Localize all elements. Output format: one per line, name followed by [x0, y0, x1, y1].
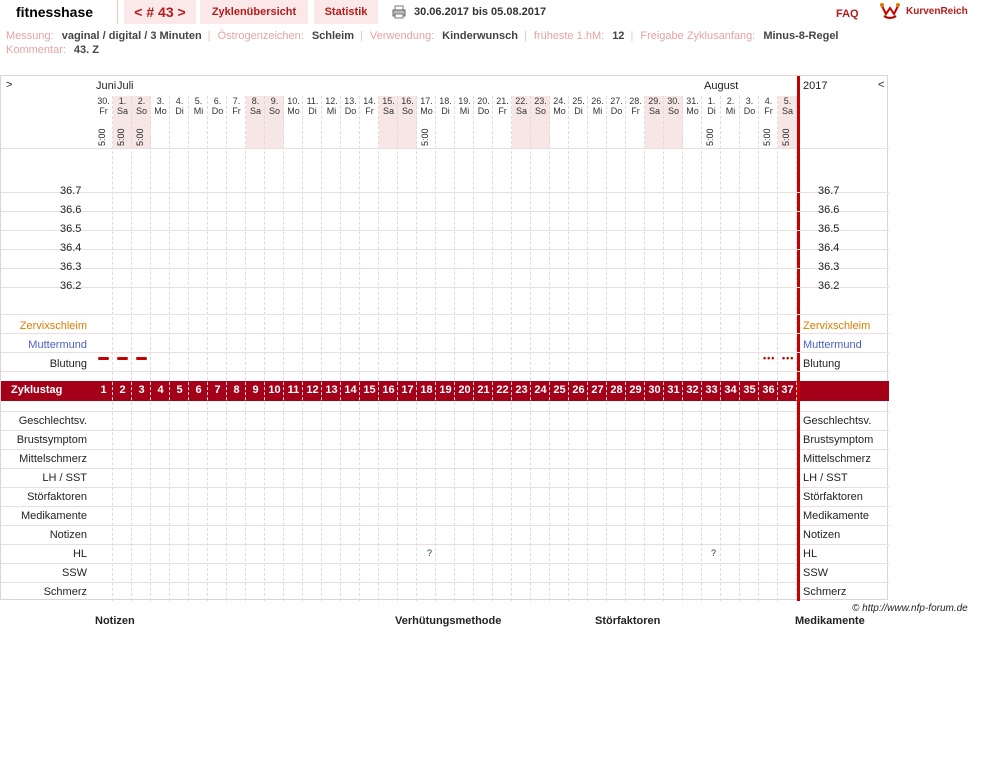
cycle-day-number: 13 — [325, 384, 338, 396]
temp-label: 36.4 — [60, 242, 82, 254]
measure-time: 5:00 — [781, 128, 791, 146]
row-label: Störfaktoren — [27, 491, 87, 503]
meta-key: Verwendung: — [369, 30, 435, 42]
temp-label-right: 36.7 — [818, 185, 840, 197]
cycle-day-number: 27 — [591, 384, 604, 396]
row-label: Brustsymptom — [16, 434, 87, 446]
day-column-header[interactable] — [246, 96, 265, 148]
weekday: Sa — [515, 106, 527, 116]
day-number: 11. — [306, 96, 319, 106]
weekday: Mo — [287, 106, 300, 116]
row-label-right: Brustsymptom — [803, 434, 874, 446]
temp-label-right: 36.2 — [818, 280, 840, 292]
day-column-header[interactable] — [512, 96, 531, 148]
row-divider — [1, 563, 889, 564]
weekday: Fr — [764, 106, 773, 116]
spotting-mark: ••• — [763, 353, 776, 363]
month-label: August — [704, 80, 739, 92]
day-gridline — [549, 96, 550, 601]
row-divider — [1, 371, 889, 372]
hl-marker: ? — [427, 548, 433, 558]
day-column-header[interactable] — [303, 96, 322, 148]
day-gridline — [397, 96, 398, 601]
top-bar — [0, 0, 981, 24]
day-number: 6. — [213, 96, 222, 106]
cycle-day-number: 16 — [382, 384, 395, 396]
temp-gridline — [1, 268, 889, 269]
row-divider — [1, 352, 889, 353]
weekday: Mo — [154, 106, 167, 116]
measure-time: 5:00 — [135, 128, 145, 146]
cycle-day-number: 21 — [477, 384, 490, 396]
nav-prev-button[interactable]: > — [6, 79, 13, 91]
day-gridline — [283, 96, 284, 601]
day-number: 28. — [629, 96, 642, 106]
hl-marker: ? — [711, 548, 717, 558]
tab-cycle-overview[interactable]: Zyklenübersicht — [200, 0, 308, 24]
row-divider — [1, 468, 889, 469]
weekday: So — [268, 106, 280, 116]
day-number: 8. — [251, 96, 260, 106]
cycle-day-number: 32 — [686, 384, 699, 396]
weekday: Di — [441, 106, 450, 116]
day-gridline — [625, 96, 626, 601]
row-label-zervix: Zervixschleim — [19, 320, 87, 332]
row-label: Geschlechtsv. — [18, 415, 87, 427]
day-number: 9. — [270, 96, 279, 106]
day-column-header[interactable] — [227, 96, 246, 148]
cycle-day-number: 9 — [252, 384, 259, 396]
weekday: Do — [610, 106, 623, 116]
row-label-right: Mittelschmerz — [803, 453, 871, 465]
cycle-day-number: 2 — [119, 384, 126, 396]
weekday: Mi — [592, 106, 603, 116]
day-gridline — [739, 96, 740, 601]
measure-time: 5:00 — [116, 128, 126, 146]
cycle-day-number: 3 — [138, 384, 145, 396]
day-column-header[interactable] — [379, 96, 398, 148]
temp-label-right: 36.4 — [818, 242, 840, 254]
day-column-header[interactable] — [588, 96, 607, 148]
day-gridline — [264, 96, 265, 601]
cycle-day-number: 6 — [195, 384, 202, 396]
day-number: 2. — [137, 96, 146, 106]
temp-gridline — [1, 230, 889, 231]
cycle-day-number: 26 — [572, 384, 585, 396]
day-number: 16. — [401, 96, 414, 106]
day-column-header[interactable] — [683, 96, 702, 148]
day-gridline — [188, 96, 189, 601]
cycle-day-number: 23 — [515, 384, 528, 396]
temp-label: 36.3 — [60, 261, 82, 273]
day-column-header[interactable] — [550, 96, 569, 148]
day-gridline — [150, 96, 151, 601]
meta-line-1: Messung: vaginal / digital / 3 Minuten | Östrogenzeichen: Schleim | Verwendung: Kinderwunsch | früheste 1.hM: 12 | Freigabe Zyklusanfang: Minus-8-Regel — [6, 30, 839, 42]
day-column-header[interactable] — [626, 96, 645, 148]
row-label: Notizen — [49, 529, 87, 541]
weekday: Sa — [116, 106, 128, 116]
day-number: 5. — [783, 96, 792, 106]
cycle-day-number: 34 — [724, 384, 737, 396]
row-label: SSW — [61, 567, 87, 579]
day-column-header[interactable] — [341, 96, 360, 148]
day-number: 7. — [232, 96, 241, 106]
weekday: Sa — [648, 106, 660, 116]
cycle-day-number: 19 — [439, 384, 452, 396]
weekday: Mi — [459, 106, 470, 116]
day-gridline — [416, 96, 417, 601]
weekday: Do — [344, 106, 357, 116]
row-label-zervix-right: Zervixschleim — [803, 320, 871, 332]
day-gridline — [112, 96, 113, 601]
day-column-header[interactable] — [664, 96, 683, 148]
row-divider — [1, 525, 889, 526]
day-number: 4. — [764, 96, 773, 106]
day-column-header[interactable] — [531, 96, 550, 148]
day-gridline — [169, 96, 170, 601]
day-number: 12. — [325, 96, 338, 106]
cycle-day-number: 22 — [496, 384, 509, 396]
weekday: Mi — [725, 106, 736, 116]
weekday: Sa — [249, 106, 261, 116]
measure-time: 5:00 — [762, 128, 772, 146]
footer-notizen: Notizen — [95, 615, 135, 627]
day-gridline — [473, 96, 474, 601]
month-label: Juni — [96, 80, 117, 92]
row-label-blutung: Blutung — [49, 358, 87, 370]
cycle-day-number: 30 — [648, 384, 661, 396]
day-gridline — [663, 96, 664, 601]
weekday: Mo — [420, 106, 433, 116]
weekday: Fr — [498, 106, 507, 116]
temp-gridline — [1, 287, 889, 288]
day-column-header[interactable] — [645, 96, 664, 148]
weekday: Do — [743, 106, 756, 116]
month-label: Juli — [117, 80, 134, 92]
cycle-day-number: 18 — [420, 384, 433, 396]
day-gridline — [530, 96, 531, 601]
spotting-mark: ••• — [782, 353, 795, 363]
day-gridline — [587, 96, 588, 601]
day-column-header[interactable] — [569, 96, 588, 148]
row-label-blutung-right: Blutung — [803, 358, 841, 370]
row-label: LH / SST — [42, 472, 87, 484]
bleeding-mark — [98, 357, 109, 360]
day-number: 19. — [458, 96, 471, 106]
row-divider — [1, 411, 889, 412]
day-column-header[interactable] — [493, 96, 512, 148]
day-number: 23. — [534, 96, 547, 106]
cycle-day-number: 4 — [157, 384, 164, 396]
cycle-day-number: 14 — [344, 384, 357, 396]
logo[interactable] — [880, 2, 968, 20]
meta-key: Messung: — [6, 30, 54, 42]
row-divider — [1, 506, 889, 507]
logo-text: KurvenReich — [906, 5, 968, 17]
meta-value: Kinderwunsch — [442, 30, 518, 42]
weekday: Di — [175, 106, 184, 116]
day-gridline — [644, 96, 645, 601]
cycle-day-number: 7 — [214, 384, 221, 396]
meta-value: 43. Z — [73, 44, 99, 56]
footer-medikamente: Medikamente — [795, 615, 865, 627]
day-gridline — [682, 96, 683, 601]
temp-label: 36.6 — [60, 204, 82, 216]
day-column-header[interactable] — [208, 96, 227, 148]
cycle-day-label: Zyklustag — [11, 384, 63, 396]
row-label-right: Geschlechtsv. — [803, 415, 872, 427]
day-gridline — [321, 96, 322, 601]
row-label-muttermund: Muttermund — [28, 339, 87, 351]
weekday: Do — [477, 106, 490, 116]
day-column-header[interactable] — [322, 96, 341, 148]
bleeding-mark — [136, 357, 147, 360]
row-label-right: Schmerz — [803, 586, 847, 598]
day-number: 29. — [648, 96, 661, 106]
weekday: So — [135, 106, 147, 116]
cycle-navigator[interactable]: < # 43 > — [124, 0, 196, 24]
day-gridline — [378, 96, 379, 601]
row-divider — [1, 333, 889, 334]
weekday: Di — [707, 106, 716, 116]
day-gridline — [207, 96, 208, 601]
cycle-day-number: 17 — [401, 384, 414, 396]
day-number: 18. — [439, 96, 452, 106]
row-label-right: HL — [803, 548, 818, 560]
cycle-day-number: 12 — [306, 384, 319, 396]
row-label: Schmerz — [43, 586, 87, 598]
crown-logo-icon — [880, 2, 900, 20]
row-label-right: Medikamente — [803, 510, 870, 522]
cycle-day-number: 33 — [705, 384, 718, 396]
row-label-right: SSW — [803, 567, 829, 579]
weekday: So — [667, 106, 679, 116]
cycle-chart — [0, 75, 888, 600]
cycle-day-number: 10 — [268, 384, 281, 396]
cycle-day-number: 5 — [176, 384, 183, 396]
day-number: 26. — [591, 96, 604, 106]
day-number: 4. — [175, 96, 184, 106]
day-gridline — [435, 96, 436, 601]
day-column-header[interactable] — [398, 96, 417, 148]
row-label-right: Notizen — [803, 529, 841, 541]
day-gridline — [568, 96, 569, 601]
cycle-day-row — [1, 381, 889, 401]
row-label: HL — [72, 548, 87, 560]
day-number: 1. — [707, 96, 716, 106]
day-number: 3. — [156, 96, 165, 106]
faq-link[interactable]: FAQ — [836, 8, 859, 20]
day-column-header[interactable] — [189, 96, 208, 148]
temp-gridline — [1, 211, 889, 212]
day-number: 30. — [97, 96, 110, 106]
day-number: 3. — [745, 96, 754, 106]
day-gridline — [131, 96, 132, 601]
day-gridline — [492, 96, 493, 601]
day-column-header[interactable] — [170, 96, 189, 148]
day-number: 24. — [553, 96, 566, 106]
weekday: Do — [211, 106, 224, 116]
meta-key: früheste 1.hM: — [533, 30, 605, 42]
row-label: Mittelschmerz — [19, 453, 87, 465]
day-number: 17. — [420, 96, 433, 106]
weekday: Fr — [631, 106, 640, 116]
cycle-day-number: 29 — [629, 384, 642, 396]
row-divider — [1, 544, 889, 545]
day-gridline — [777, 96, 778, 601]
cycle-day-number: 28 — [610, 384, 623, 396]
row-divider — [1, 314, 889, 315]
temp-label-right: 36.3 — [818, 261, 840, 273]
copyright: © http://www.nfp-forum.de — [852, 603, 968, 614]
cycle-day-number: 1 — [100, 384, 107, 396]
day-number: 5. — [194, 96, 203, 106]
weekday: Di — [574, 106, 583, 116]
cycle-day-number: 11 — [287, 384, 300, 396]
day-number: 21. — [496, 96, 509, 106]
cycle-day-number: 31 — [667, 384, 680, 396]
weekday: Mi — [193, 106, 204, 116]
meta-value: 12 — [612, 30, 625, 42]
day-number: 20. — [477, 96, 490, 106]
printer-icon[interactable] — [392, 5, 406, 19]
year-label: 2017 — [803, 80, 828, 92]
meta-line-2 — [6, 44, 105, 56]
cycle-day-number: 37 — [781, 384, 794, 396]
day-gridline — [796, 96, 797, 601]
day-number: 1. — [118, 96, 127, 106]
day-gridline — [340, 96, 341, 601]
day-gridline — [758, 96, 759, 601]
day-number: 10. — [287, 96, 300, 106]
temp-gridline — [1, 249, 889, 250]
day-number: 15. — [382, 96, 395, 106]
cycle-day-number: 36 — [762, 384, 775, 396]
bleeding-mark — [117, 357, 128, 360]
meta-key: Freigabe Zyklusanfang: — [640, 30, 756, 42]
day-number: 2. — [726, 96, 735, 106]
meta-value: Schleim — [311, 30, 354, 42]
day-column-header[interactable] — [607, 96, 626, 148]
day-column-header[interactable] — [474, 96, 493, 148]
day-number: 30. — [667, 96, 680, 106]
day-number: 27. — [610, 96, 623, 106]
weekday: Fr — [232, 106, 241, 116]
day-gridline — [701, 96, 702, 601]
day-column-header[interactable] — [284, 96, 303, 148]
footer-verhuetung: Verhütungsmethode — [395, 615, 502, 627]
footer-stoerfaktoren: Störfaktoren — [595, 615, 661, 627]
meta-value: vaginal / digital / 3 Minuten — [61, 30, 202, 42]
day-number: 13. — [344, 96, 357, 106]
day-number: 14. — [363, 96, 376, 106]
tab-statistics[interactable]: Statistik — [314, 0, 378, 24]
temp-gridline — [1, 192, 889, 193]
weekday: Mi — [326, 106, 337, 116]
weekday: Di — [308, 106, 317, 116]
day-column-header[interactable] — [721, 96, 740, 148]
measure-time: 5:00 — [97, 128, 107, 146]
meta-key: Kommentar: — [6, 44, 66, 56]
weekday: Sa — [382, 106, 394, 116]
row-label-right: LH / SST — [803, 472, 848, 484]
day-number: 31. — [686, 96, 699, 106]
cycle-day-number: 24 — [534, 384, 547, 396]
day-gridline — [359, 96, 360, 601]
weekday: Mo — [553, 106, 566, 116]
row-label-muttermund-right: Muttermund — [803, 339, 862, 351]
weekday: Fr — [365, 106, 374, 116]
measure-time: 5:00 — [420, 128, 430, 146]
temp-label: 36.5 — [60, 223, 82, 235]
cycle-day-number: 35 — [743, 384, 756, 396]
day-gridline — [302, 96, 303, 601]
day-column-header[interactable] — [360, 96, 379, 148]
day-gridline — [245, 96, 246, 601]
day-column-header[interactable] — [265, 96, 284, 148]
day-gridline — [226, 96, 227, 601]
temp-label: 36.7 — [60, 185, 82, 197]
day-column-header[interactable] — [740, 96, 759, 148]
day-column-header[interactable] — [151, 96, 170, 148]
measure-time: 5:00 — [705, 128, 715, 146]
username: fitnesshase — [0, 0, 118, 24]
temp-label-right: 36.6 — [818, 204, 840, 216]
cycle-day-number: 15 — [363, 384, 376, 396]
row-label-right: Störfaktoren — [803, 491, 863, 503]
day-gridline — [606, 96, 607, 601]
row-divider — [1, 430, 889, 431]
weekday: So — [534, 106, 546, 116]
day-column-header[interactable] — [436, 96, 455, 148]
today-line — [797, 76, 800, 601]
weekday: Sa — [781, 106, 793, 116]
day-gridline — [720, 96, 721, 601]
temp-label-right: 36.5 — [818, 223, 840, 235]
day-number: 25. — [572, 96, 585, 106]
cycle-day-number: 20 — [458, 384, 471, 396]
row-divider — [1, 487, 889, 488]
row-divider — [1, 582, 889, 583]
day-gridline — [454, 96, 455, 601]
weekday: Mo — [686, 106, 699, 116]
weekday: Fr — [99, 106, 108, 116]
day-number: 22. — [515, 96, 528, 106]
day-column-header[interactable] — [455, 96, 474, 148]
row-label: Medikamente — [20, 510, 87, 522]
meta-value: Minus-8-Regel — [763, 30, 839, 42]
temp-label: 36.2 — [60, 280, 82, 292]
nav-next-button[interactable]: < — [878, 79, 885, 91]
day-gridline — [511, 96, 512, 601]
row-divider — [1, 449, 889, 450]
cycle-day-number: 8 — [233, 384, 240, 396]
cycle-day-number: 25 — [553, 384, 566, 396]
meta-key: Östrogenzeichen: — [217, 30, 304, 42]
weekday: So — [401, 106, 413, 116]
date-range: 30.06.2017 bis 05.08.2017 — [414, 6, 547, 18]
